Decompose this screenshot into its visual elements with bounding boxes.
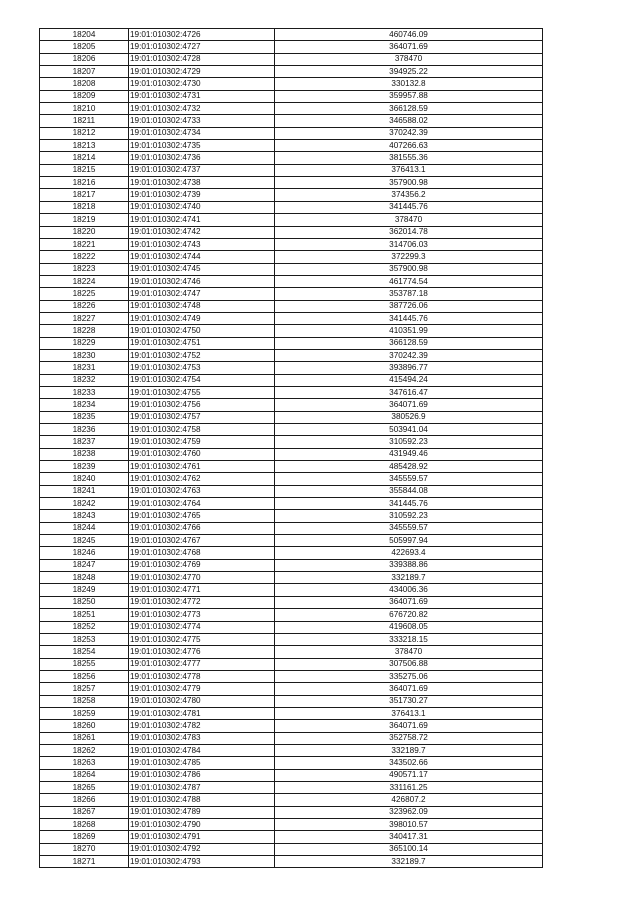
table-row	[40, 658, 543, 670]
row-number-cell: 18251	[40, 609, 129, 621]
row-number-cell: 18246	[40, 547, 129, 559]
row-number-cell: 18217	[40, 189, 129, 201]
cadastral-number-cell: 19:01:010302:4791	[129, 831, 275, 843]
cadastral-number-cell: 19:01:010302:4752	[129, 349, 275, 361]
value-cell: 503941.04	[275, 424, 543, 436]
value-cell: 376413.1	[275, 164, 543, 176]
table-row	[40, 41, 543, 53]
value-cell: 345559.57	[275, 522, 543, 534]
cadastral-number-cell: 19:01:010302:4737	[129, 164, 275, 176]
table-row	[40, 535, 543, 547]
cadastral-number-cell: 19:01:010302:4772	[129, 596, 275, 608]
cadastral-number-cell: 19:01:010302:4773	[129, 609, 275, 621]
row-number-cell: 18243	[40, 510, 129, 522]
cadastral-number-cell: 19:01:010302:4728	[129, 53, 275, 65]
table-row	[40, 424, 543, 436]
cadastral-number-cell: 19:01:010302:4730	[129, 78, 275, 90]
row-number-cell: 18261	[40, 732, 129, 744]
cadastral-number-cell: 19:01:010302:4782	[129, 720, 275, 732]
cadastral-number-cell: 19:01:010302:4747	[129, 288, 275, 300]
value-cell: 335275.06	[275, 670, 543, 682]
value-cell: 407266.63	[275, 140, 543, 152]
cadastral-number-cell: 19:01:010302:4743	[129, 238, 275, 250]
table-row	[40, 609, 543, 621]
cadastral-number-cell: 19:01:010302:4727	[129, 41, 275, 53]
table-row	[40, 670, 543, 682]
row-number-cell: 18258	[40, 695, 129, 707]
cadastral-number-cell: 19:01:010302:4779	[129, 683, 275, 695]
cadastral-number-cell: 19:01:010302:4736	[129, 152, 275, 164]
cadastral-number-cell: 19:01:010302:4786	[129, 769, 275, 781]
cadastral-number-cell: 19:01:010302:4739	[129, 189, 275, 201]
row-number-cell: 18224	[40, 275, 129, 287]
cadastral-number-cell: 19:01:010302:4780	[129, 695, 275, 707]
cadastral-number-cell: 19:01:010302:4744	[129, 251, 275, 263]
cadastral-number-cell: 19:01:010302:4781	[129, 707, 275, 719]
table-row	[40, 646, 543, 658]
cadastral-number-cell: 19:01:010302:4750	[129, 325, 275, 337]
row-number-cell: 18231	[40, 362, 129, 374]
row-number-cell: 18266	[40, 794, 129, 806]
table-row	[40, 164, 543, 176]
table-row	[40, 757, 543, 769]
row-number-cell: 18214	[40, 152, 129, 164]
cadastral-number-cell: 19:01:010302:4784	[129, 744, 275, 756]
cadastral-number-cell: 19:01:010302:4726	[129, 29, 275, 41]
cadastral-number-cell: 19:01:010302:4731	[129, 90, 275, 102]
row-number-cell: 18229	[40, 337, 129, 349]
row-number-cell: 18213	[40, 140, 129, 152]
table-row	[40, 473, 543, 485]
cadastral-number-cell: 19:01:010302:4793	[129, 856, 275, 868]
value-cell: 364071.69	[275, 720, 543, 732]
table-row	[40, 362, 543, 374]
value-cell: 393896.77	[275, 362, 543, 374]
cadastral-number-cell: 19:01:010302:4790	[129, 819, 275, 831]
cadastral-value-table	[39, 28, 543, 868]
row-number-cell: 18232	[40, 374, 129, 386]
table-row	[40, 448, 543, 460]
table-row	[40, 263, 543, 275]
row-number-cell: 18211	[40, 115, 129, 127]
table-row	[40, 856, 543, 868]
value-cell: 314706.03	[275, 238, 543, 250]
row-number-cell: 18269	[40, 831, 129, 843]
row-number-cell: 18254	[40, 646, 129, 658]
cadastral-number-cell: 19:01:010302:4760	[129, 448, 275, 460]
value-cell: 341445.76	[275, 312, 543, 324]
cadastral-number-cell: 19:01:010302:4753	[129, 362, 275, 374]
value-cell: 362014.78	[275, 226, 543, 238]
value-cell: 460746.09	[275, 29, 543, 41]
row-number-cell: 18206	[40, 53, 129, 65]
value-cell: 332189.7	[275, 572, 543, 584]
table-row	[40, 275, 543, 287]
table-row	[40, 485, 543, 497]
table-row	[40, 103, 543, 115]
row-number-cell: 18245	[40, 535, 129, 547]
value-cell: 419608.05	[275, 621, 543, 633]
cadastral-number-cell: 19:01:010302:4738	[129, 177, 275, 189]
row-number-cell: 18212	[40, 127, 129, 139]
row-number-cell: 18226	[40, 300, 129, 312]
value-cell: 410351.99	[275, 325, 543, 337]
value-cell: 431949.46	[275, 448, 543, 460]
table-row	[40, 695, 543, 707]
cadastral-number-cell: 19:01:010302:4749	[129, 312, 275, 324]
table-row	[40, 744, 543, 756]
table-row	[40, 300, 543, 312]
row-number-cell: 18262	[40, 744, 129, 756]
table-row	[40, 683, 543, 695]
table-row	[40, 288, 543, 300]
table-row	[40, 781, 543, 793]
row-number-cell: 18222	[40, 251, 129, 263]
cadastral-number-cell: 19:01:010302:4757	[129, 411, 275, 423]
cadastral-number-cell: 19:01:010302:4751	[129, 337, 275, 349]
table-row	[40, 436, 543, 448]
table-row	[40, 386, 543, 398]
value-cell: 365100.14	[275, 843, 543, 855]
row-number-cell: 18227	[40, 312, 129, 324]
value-cell: 353787.18	[275, 288, 543, 300]
cadastral-number-cell: 19:01:010302:4777	[129, 658, 275, 670]
value-cell: 422693.4	[275, 547, 543, 559]
row-number-cell: 18247	[40, 559, 129, 571]
value-cell: 343502.66	[275, 757, 543, 769]
table-row	[40, 547, 543, 559]
row-number-cell: 18253	[40, 633, 129, 645]
cadastral-number-cell: 19:01:010302:4748	[129, 300, 275, 312]
row-number-cell: 18225	[40, 288, 129, 300]
cadastral-number-cell: 19:01:010302:4756	[129, 399, 275, 411]
cadastral-number-cell: 19:01:010302:4771	[129, 584, 275, 596]
value-cell: 351730.27	[275, 695, 543, 707]
table-row	[40, 621, 543, 633]
table-row	[40, 115, 543, 127]
value-cell: 426807.2	[275, 794, 543, 806]
row-number-cell: 18215	[40, 164, 129, 176]
cadastral-number-cell: 19:01:010302:4788	[129, 794, 275, 806]
cadastral-number-cell: 19:01:010302:4733	[129, 115, 275, 127]
value-cell: 366128.59	[275, 337, 543, 349]
row-number-cell: 18234	[40, 399, 129, 411]
row-number-cell: 18242	[40, 498, 129, 510]
table-row	[40, 66, 543, 78]
value-cell: 378470	[275, 214, 543, 226]
row-number-cell: 18257	[40, 683, 129, 695]
row-number-cell: 18210	[40, 103, 129, 115]
table-row	[40, 349, 543, 361]
value-cell: 341445.76	[275, 498, 543, 510]
table-row	[40, 510, 543, 522]
cadastral-number-cell: 19:01:010302:4742	[129, 226, 275, 238]
cadastral-number-cell: 19:01:010302:4735	[129, 140, 275, 152]
table-row	[40, 152, 543, 164]
table-row	[40, 78, 543, 90]
value-cell: 359957.88	[275, 90, 543, 102]
row-number-cell: 18207	[40, 66, 129, 78]
row-number-cell: 18250	[40, 596, 129, 608]
cadastral-number-cell: 19:01:010302:4745	[129, 263, 275, 275]
value-cell: 345559.57	[275, 473, 543, 485]
table-row	[40, 374, 543, 386]
row-number-cell: 18208	[40, 78, 129, 90]
table-row	[40, 596, 543, 608]
value-cell: 333218.15	[275, 633, 543, 645]
value-cell: 341445.76	[275, 201, 543, 213]
row-number-cell: 18239	[40, 461, 129, 473]
row-number-cell: 18241	[40, 485, 129, 497]
value-cell: 364071.69	[275, 596, 543, 608]
row-number-cell: 18205	[40, 41, 129, 53]
value-cell: 310592.23	[275, 436, 543, 448]
value-cell: 387726.06	[275, 300, 543, 312]
row-number-cell: 18237	[40, 436, 129, 448]
cadastral-number-cell: 19:01:010302:4732	[129, 103, 275, 115]
value-cell: 310592.23	[275, 510, 543, 522]
cadastral-number-cell: 19:01:010302:4763	[129, 485, 275, 497]
value-cell: 378470	[275, 646, 543, 658]
cadastral-number-cell: 19:01:010302:4767	[129, 535, 275, 547]
value-cell: 461774.54	[275, 275, 543, 287]
row-number-cell: 18230	[40, 349, 129, 361]
table-row	[40, 461, 543, 473]
row-number-cell: 18204	[40, 29, 129, 41]
value-cell: 364071.69	[275, 683, 543, 695]
row-number-cell: 18244	[40, 522, 129, 534]
value-cell: 372299.3	[275, 251, 543, 263]
value-cell: 355844.08	[275, 485, 543, 497]
cadastral-number-cell: 19:01:010302:4789	[129, 806, 275, 818]
value-cell: 394925.22	[275, 66, 543, 78]
table-row	[40, 411, 543, 423]
row-number-cell: 18220	[40, 226, 129, 238]
value-cell: 332189.7	[275, 744, 543, 756]
row-number-cell: 18221	[40, 238, 129, 250]
table-row	[40, 769, 543, 781]
table-row	[40, 312, 543, 324]
cadastral-number-cell: 19:01:010302:4761	[129, 461, 275, 473]
table-row	[40, 707, 543, 719]
value-cell: 376413.1	[275, 707, 543, 719]
table-row	[40, 819, 543, 831]
value-cell: 364071.69	[275, 41, 543, 53]
cadastral-number-cell: 19:01:010302:4740	[129, 201, 275, 213]
table-row	[40, 559, 543, 571]
table-row	[40, 843, 543, 855]
cadastral-number-cell: 19:01:010302:4729	[129, 66, 275, 78]
value-cell: 357900.98	[275, 263, 543, 275]
value-cell: 340417.31	[275, 831, 543, 843]
value-cell: 380526.9	[275, 411, 543, 423]
cadastral-number-cell: 19:01:010302:4734	[129, 127, 275, 139]
cadastral-number-cell: 19:01:010302:4746	[129, 275, 275, 287]
table-row	[40, 806, 543, 818]
table-row	[40, 720, 543, 732]
table-row	[40, 90, 543, 102]
table-row	[40, 325, 543, 337]
row-number-cell: 18219	[40, 214, 129, 226]
cadastral-number-cell: 19:01:010302:4785	[129, 757, 275, 769]
table-row	[40, 127, 543, 139]
table-row	[40, 238, 543, 250]
row-number-cell: 18265	[40, 781, 129, 793]
cadastral-number-cell: 19:01:010302:4776	[129, 646, 275, 658]
cadastral-number-cell: 19:01:010302:4787	[129, 781, 275, 793]
value-cell: 381555.36	[275, 152, 543, 164]
table-row	[40, 337, 543, 349]
value-cell: 330132.8	[275, 78, 543, 90]
value-cell: 370242.39	[275, 349, 543, 361]
row-number-cell: 18263	[40, 757, 129, 769]
row-number-cell: 18218	[40, 201, 129, 213]
table-row	[40, 53, 543, 65]
table-row	[40, 831, 543, 843]
table-row	[40, 794, 543, 806]
cadastral-number-cell: 19:01:010302:4759	[129, 436, 275, 448]
table-row	[40, 498, 543, 510]
cadastral-number-cell: 19:01:010302:4769	[129, 559, 275, 571]
table-row	[40, 633, 543, 645]
row-number-cell: 18240	[40, 473, 129, 485]
row-number-cell: 18264	[40, 769, 129, 781]
table-row	[40, 584, 543, 596]
value-cell: 490571.17	[275, 769, 543, 781]
value-cell: 505997.94	[275, 535, 543, 547]
value-cell: 366128.59	[275, 103, 543, 115]
row-number-cell: 18235	[40, 411, 129, 423]
row-number-cell: 18228	[40, 325, 129, 337]
value-cell: 307506.88	[275, 658, 543, 670]
cadastral-number-cell: 19:01:010302:4770	[129, 572, 275, 584]
value-cell: 347616.47	[275, 386, 543, 398]
row-number-cell: 18248	[40, 572, 129, 584]
value-cell: 485428.92	[275, 461, 543, 473]
table-row	[40, 189, 543, 201]
row-number-cell: 18271	[40, 856, 129, 868]
cadastral-number-cell: 19:01:010302:4768	[129, 547, 275, 559]
row-number-cell: 18255	[40, 658, 129, 670]
row-number-cell: 18267	[40, 806, 129, 818]
cadastral-number-cell: 19:01:010302:4775	[129, 633, 275, 645]
value-cell: 357900.98	[275, 177, 543, 189]
table-row	[40, 140, 543, 152]
row-number-cell: 18209	[40, 90, 129, 102]
table-row	[40, 201, 543, 213]
value-cell: 415494.24	[275, 374, 543, 386]
value-cell: 676720.82	[275, 609, 543, 621]
cadastral-number-cell: 19:01:010302:4783	[129, 732, 275, 744]
row-number-cell: 18256	[40, 670, 129, 682]
cadastral-number-cell: 19:01:010302:4778	[129, 670, 275, 682]
row-number-cell: 18223	[40, 263, 129, 275]
value-cell: 374356.2	[275, 189, 543, 201]
row-number-cell: 18270	[40, 843, 129, 855]
cadastral-number-cell: 19:01:010302:4764	[129, 498, 275, 510]
cadastral-number-cell: 19:01:010302:4762	[129, 473, 275, 485]
cadastral-number-cell: 19:01:010302:4754	[129, 374, 275, 386]
value-cell: 370242.39	[275, 127, 543, 139]
cadastral-number-cell: 19:01:010302:4766	[129, 522, 275, 534]
cadastral-number-cell: 19:01:010302:4758	[129, 424, 275, 436]
table-row	[40, 177, 543, 189]
cadastral-number-cell: 19:01:010302:4774	[129, 621, 275, 633]
table-row	[40, 572, 543, 584]
row-number-cell: 18238	[40, 448, 129, 460]
cadastral-number-cell: 19:01:010302:4765	[129, 510, 275, 522]
table-row	[40, 251, 543, 263]
value-cell: 339388.86	[275, 559, 543, 571]
table-body	[40, 29, 543, 868]
cadastral-number-cell: 19:01:010302:4755	[129, 386, 275, 398]
row-number-cell: 18252	[40, 621, 129, 633]
value-cell: 352758.72	[275, 732, 543, 744]
row-number-cell: 18236	[40, 424, 129, 436]
row-number-cell: 18216	[40, 177, 129, 189]
table-row	[40, 732, 543, 744]
row-number-cell: 18268	[40, 819, 129, 831]
table-row	[40, 226, 543, 238]
value-cell: 378470	[275, 53, 543, 65]
value-cell: 332189.7	[275, 856, 543, 868]
row-number-cell: 18233	[40, 386, 129, 398]
value-cell: 364071.69	[275, 399, 543, 411]
cadastral-number-cell: 19:01:010302:4792	[129, 843, 275, 855]
row-number-cell: 18260	[40, 720, 129, 732]
cadastral-number-cell: 19:01:010302:4741	[129, 214, 275, 226]
value-cell: 398010.57	[275, 819, 543, 831]
value-cell: 331161.25	[275, 781, 543, 793]
value-cell: 323962.09	[275, 806, 543, 818]
table-row	[40, 522, 543, 534]
table-row	[40, 214, 543, 226]
table-row	[40, 29, 543, 41]
row-number-cell: 18249	[40, 584, 129, 596]
table-row	[40, 399, 543, 411]
row-number-cell: 18259	[40, 707, 129, 719]
value-cell: 346588.02	[275, 115, 543, 127]
value-cell: 434006.36	[275, 584, 543, 596]
